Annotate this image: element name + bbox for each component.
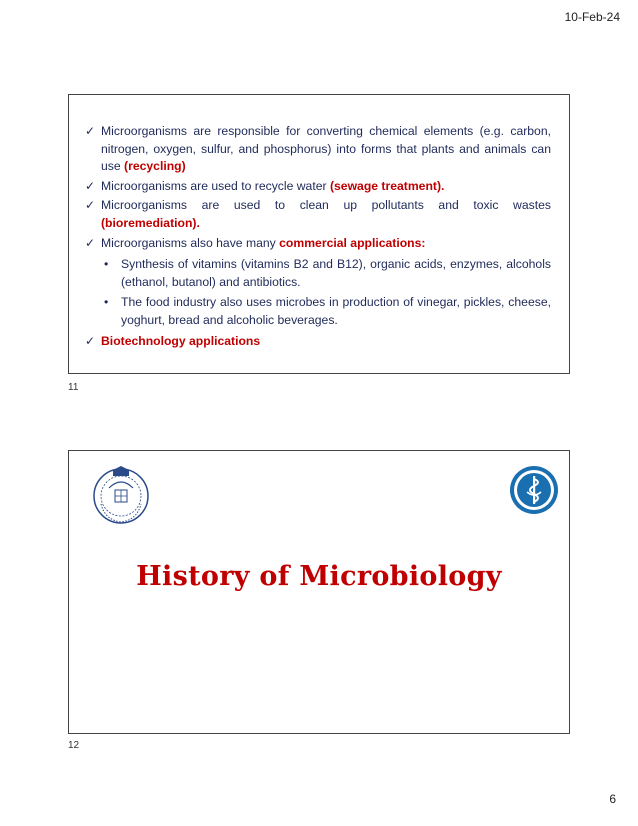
- bullet-text: Microorganisms also have many: [101, 235, 280, 250]
- slide-title: History of Microbiology: [136, 561, 502, 592]
- bullet-highlight: (recycling): [124, 159, 186, 174]
- bullet-text: Microorganisms are responsible for converting chemical elements (e.g. carbon, nitrogen, oxygen, sulfur, and phosphorus) into forms that plants and animals can use: [101, 124, 551, 174]
- sub-bullet-item: [101, 256, 551, 291]
- bullet-dot-icon: •: [104, 257, 109, 272]
- bullet-list: [69, 95, 569, 350]
- checkmark-icon: ✓: [85, 198, 96, 213]
- bullet-item: [85, 123, 551, 176]
- bullet-item: [85, 178, 551, 196]
- university-seal-icon: [91, 464, 151, 526]
- slide-12: [68, 450, 570, 734]
- sub-bullet-list: [101, 256, 551, 329]
- bullet-highlight: (sewage treatment).: [329, 178, 445, 193]
- checkmark-icon: ✓: [85, 178, 96, 193]
- sub-bullet-text: The food industry also uses microbes in production of vinegar, pickles, cheese, yoghurt, bread and alcoholic beverages.: [121, 295, 551, 327]
- bullet-highlight: Biotechnology applications: [101, 333, 261, 348]
- bullet-highlight: commercial applications:: [279, 235, 426, 250]
- slide-number: 12: [68, 740, 80, 751]
- bullet-dot-icon: •: [104, 295, 109, 310]
- pharmacy-caduceus-icon: [509, 465, 559, 515]
- sub-bullet-item: [101, 294, 551, 329]
- slide-11: [68, 94, 570, 374]
- bullet-item: [85, 333, 551, 351]
- bullet-highlight: (bioremediation).: [101, 215, 200, 230]
- header-date: 10-Feb-24: [564, 10, 620, 24]
- bullet-item: [85, 235, 551, 330]
- bullet-text: Microorganisms are used to clean up pollutants and toxic wastes: [101, 198, 551, 213]
- bullet-item: [85, 197, 551, 232]
- checkmark-icon: ✓: [85, 235, 96, 250]
- bullet-text: Microorganisms are used to recycle water: [101, 178, 330, 193]
- sub-bullet-text: Synthesis of vitamins (vitamins B2 and B12), organic acids, enzymes, alcohols (ethanol, butanol) and antibiotics.: [121, 257, 551, 289]
- slide-number: 11: [68, 382, 79, 393]
- page-number: 6: [609, 792, 616, 806]
- checkmark-icon: ✓: [85, 124, 96, 138]
- checkmark-icon: ✓: [85, 333, 96, 348]
